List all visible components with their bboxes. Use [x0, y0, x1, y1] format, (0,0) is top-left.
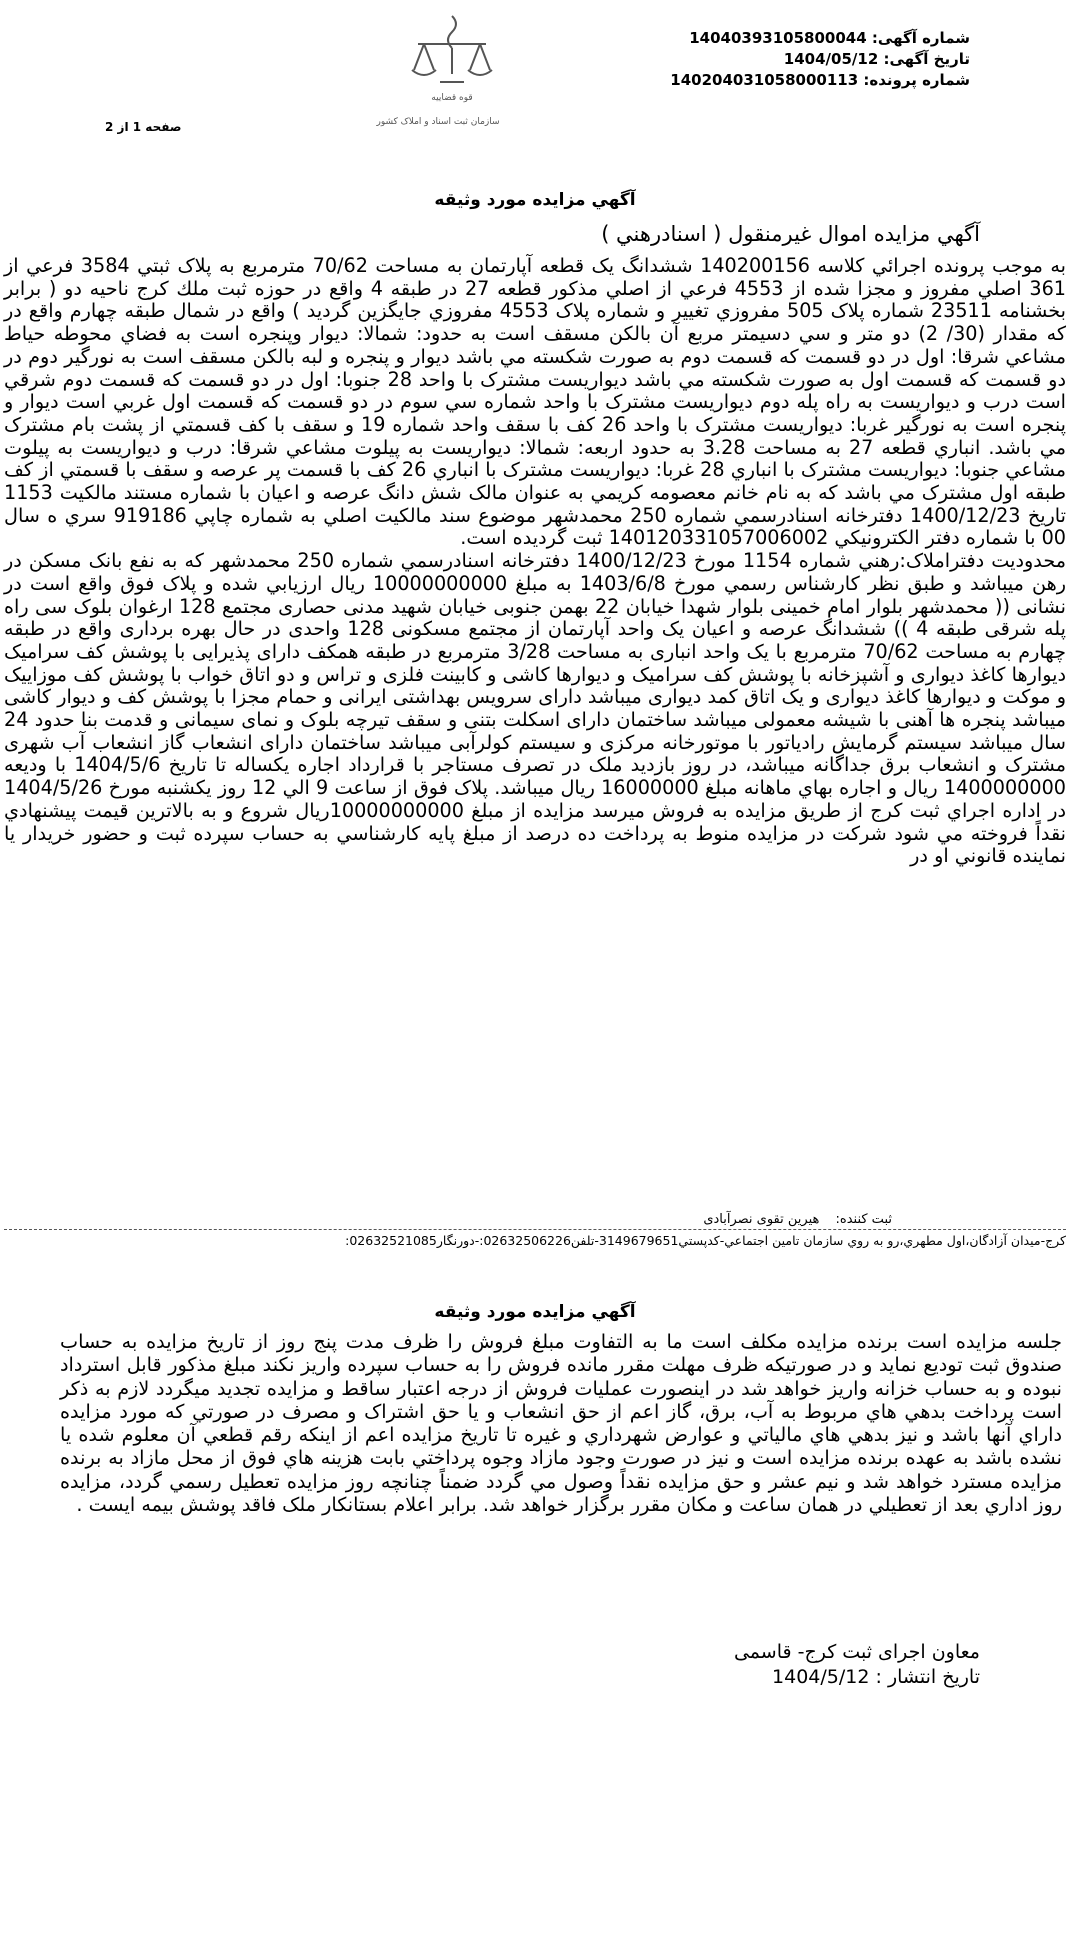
case-number: 140204031058000113 — [670, 71, 859, 89]
judiciary-logo — [376, 4, 550, 154]
ad-date-label: تاریخ آگهی: — [883, 50, 970, 68]
case-number-row — [610, 70, 970, 91]
section1-paragraph-2: محدوديت دفتراملاک:رهني شماره 1154 مورخ 1400/12/23 دفترخانه اسنادرسمي شماره 250 محمدشهر كه به نفع بانک مسكن در رهن ميباشد و طبق نظر كارشناس رسمي مورخ 1403/6/8 به مبلغ 10000000000 ريال ارزيابي شده و پلاک فوق واقع است در نشانی (( محمدشهر بلوار امام خمینی بلوار شهدا خیابان 22 بهمن جنوبی خیابان شهید مدنی حصاری مجتمع 128 ارغوان بلوک سی راه پله شرقی طبقه 4 )) ششدانگ عرصه و اعیان یک واحد آپارتمان از مجتمع مسکونی 128 واحدی در حال بهره برداری واقع در طبقه چهارم به مساحت 70/62 مترمربع با یک واحد انباری به مساحت 3/28 مترمربع در طبقه همکف دارای پذیرایی با پوشش کف سرامیک دیوارها کاغذ دیواری و آشپزخانه با پوشش کف سرامیک و دیوارها کاشی و کابینت فلزی و تراس و دو اتاق خواب با پوشش کف موزاییک و موکت و دیوارها کاغذ دیواری و یک اتاق کمد دیواری میباشد دارای سرویس بهداشتی ایرانی و حمام مجزا با پوشش کف و دیوار کاشی میباشد پنجره ها آهنی با شیشه معمولی میباشد ساختمان دارای اسکلت بتنی و سقف تیرچه بلوک و نمای سیمانی و قدمت بنا حدود 24 سال میباشد سیستم گرمایش رادیاتور با موتورخانه مرکزی و سیستم کولرآبی میباشد ساختمان دارای انشعاب گاز انشعاب آب شهری مشترک و انشعاب برق جداگانه میباشد، در روز بازدید ملک در تصرف مستاجر با قرارداد اجاره يكساله تا تاريخ 1404/5/6 با وديعه 1400000000 ريال و اجاره بهاي ماهانه مبلغ 16000000 ريال ميباشد. پلاک فوق از ساعت 9 الي 12 روز يكشنبه مورخ 1404/5/26 در اداره اجراي ثبت كرج از طريق مزايده به فروش ميرسد مزايده از مبلغ 10000000000ريال شروع و به بالاترين قيمت پيشنهادي نقداً فروخته مي شود شركت در مزايده منوط به پرداخت ده درصد از مبلغ پايه كارشناسي به حساب سپرده ثبت و حضور خريدار يا نماينده قانوني او در — [4, 549, 1067, 868]
registrar-label: ثبت کننده: — [835, 1212, 892, 1227]
section1-paragraph-1: به موجب پرونده اجرائي كلاسه 140200156 ششدانگ يک قطعه آپارتمان به مساحت 70/62 مترمربع به پلاک ثبتي 3584 فرعي از 361 اصلي مفروز و مجزا شده از 4553 فرعي از اصلي مذكور قطعه 27 در طبقه 4 واقع در حوزه ثبت ملك كرج ناحيه دو ( برابر بخشنامه 23511 شماره پلاک 505 مفروزي تغيير و شماره پلاک 4553 مفروزي جايگزين گرديد ) واقع در شمال طبقه چهارم واقع در كه مقدار (30/ 2) دو متر و سي دسيمتر مربع آن بالكن مسقف است به حدود: شمالا: ديوار وپنجره است به فضاي محوطه حياط مشاعي شرقا: اول در دو قسمت كه قسمت دوم به صورت شكسته مي باشد ديوار و پنجره و لبه بالكن مسقف است به نورگير دوم در دو قسمت كه قسمت اول به صورت شكسته مي باشد ديواريست مشترک با واحد 28 جنوبا: اول در دو قسمت كه قسمت دوم شرقي است درب و ديواريست به راه پله دوم ديواريست مشترک با واحد شماره سي سوم در دو قسمت كه قسمت اول غربي است ديوار و پنجره است به نورگير غربا: ديواريست مشترک با واحد 26 كف با سقف واحد شماره 19 و سقف با كف قسمتي از پشت بام مشترک مي باشد. انباري قطعه 27 به مساحت 3.28 به حدود اربعه: شمالا: ديواريست به پيلوت مشاعي شرقا: درب و ديواريست به پيلوت مشاعي جنوبا: ديواريست مشترک با انباري 28 غربا: ديواريست مشترک با انباري 26 كف با قسمت پر عرصه و سقف با قسمتي از كف طبقه اول مشترک مي باشد كه به نام خانم معصومه كريمي به عنوان مالک شش دانگ عرصه و اعيان با شماره مستند مالكيت 1153 تاريخ 1400/12/23 دفترخانه اسنادرسمي شماره 250 محمدشهر موضوع سند مالكيت اصلي به شماره چاپي 919186 سري ه سال 00 با شماره دفتر الكترونيكي 140120331057006002 ثبت گرديده است. — [4, 254, 1066, 550]
scales-of-justice-icon — [376, 4, 550, 154]
logo-text-2: سازمان ثبت اسناد و املاک کشور — [376, 117, 500, 127]
case-number-label: شماره پرونده: — [863, 71, 970, 89]
section1-title: آگهي مزايده مورد وثيقه — [434, 190, 636, 210]
ad-number-row — [610, 28, 970, 49]
ad-number-label: شماره آگهی: — [871, 29, 970, 47]
address-line: كرج-ميدان آزادگان،اول مطهري،رو به روي سازمان تامين اجتماعي-كدپستي3149679651-تلفن02632506226:-دورنگار02632521085: — [345, 1233, 1066, 1248]
section2-paragraph: جلسه مزايده است برنده مزايده مكلف است ما به التفاوت مبلغ فروش را ظرف مدت پنج روز از تاريخ مزايده به حساب صندوق ثبت توديع نمايد و در صورتيكه ظرف مهلت مقرر مانده فروش را به حساب سپرده واريز نكند مبلغ مذكور قابل استرداد نبوده و به حساب خزانه واريز خواهد شد در اينصورت عمليات فروش از درجه اعتبار ساقط و مزايده تجديد ميگردد لازم به ذكر است پرداخت بدهي هاي مربوط به آب، برق، گاز اعم از حق انشعاب و يا حق اشتراک و مصرف در صورتي كه مورد مزايده داراي آنها باشد و نيز بدهي هاي مالياتي و عوارض شهرداري و غيره تا تاريخ مزايده اعم از اينكه رقم قطعي آن معلوم شده يا نشده باشد به عهده برنده مزايده است و نيز در صورت وجود مازاد وجوه پرداختي بابت هزينه هاي فوق از محل مازاد به برنده مزايده مسترد خواهد شد و نيم عشر و حق مزايده نقداً وصول مي گردد ضمناً چنانچه روز مزايده تعطيل رسمي گردد، مزايده روز اداري بعد از تعطيلي در همان ساعت و مكان مقرر برگزار خواهد شد. برابر اعلام بستانكار ملک فاقد پوشش بيمه ايست . — [60, 1330, 1062, 1517]
ad-number: 14040393105800044 — [689, 29, 867, 47]
publish-date: 1404/5/12 — [772, 1666, 870, 1688]
ad-date-row — [610, 49, 970, 70]
ad-date: 1404/05/12 — [783, 50, 879, 68]
signature-block — [734, 1640, 980, 1690]
publish-date-label: تاریخ انتشار : — [875, 1666, 980, 1688]
registrar-name: هیرین تقوی نصرآبادی — [703, 1212, 820, 1227]
divider — [4, 1229, 1066, 1230]
section2-title: آگهي مزايده مورد وثيقه — [434, 1302, 636, 1322]
header-meta — [610, 28, 970, 91]
section1-body — [4, 255, 1066, 868]
page-indicator: صفحه 1 از 2 — [105, 120, 182, 134]
registrar — [691, 1212, 892, 1227]
publish-date-row — [734, 1665, 980, 1690]
section1-subtitle: آگهي مزايده اموال غيرمنقول ( اسنادرهني ) — [601, 222, 980, 246]
logo-text-1: قوه قضاییه — [431, 93, 473, 103]
signer: معاون اجرای ثبت کرج- قاسمی — [733, 1641, 980, 1663]
